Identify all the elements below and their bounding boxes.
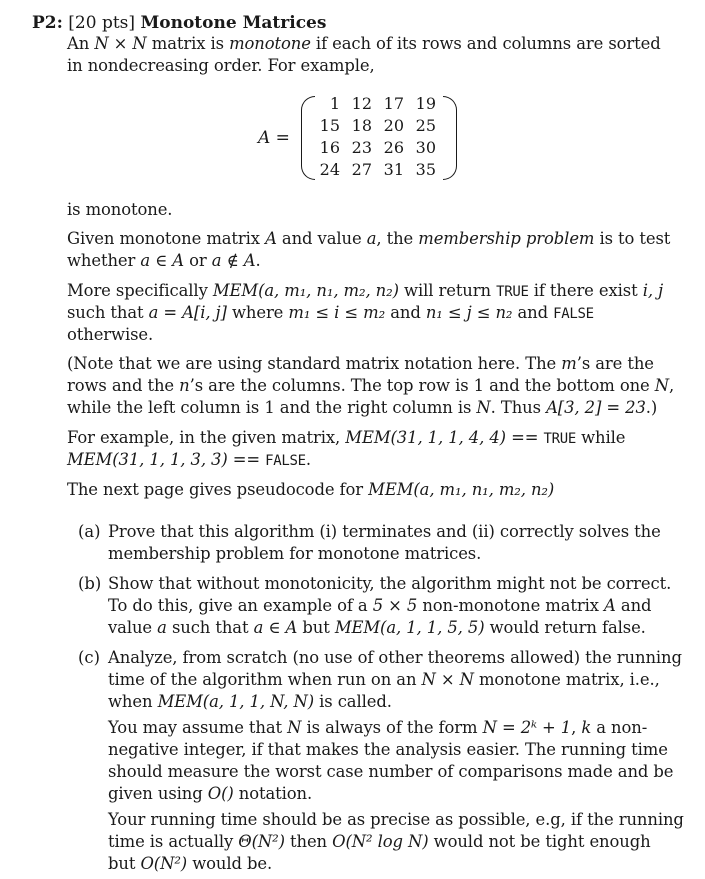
part-c-para2-line-2: negative integer, if that makes the analysis easier. The running time [108,740,668,759]
matrix-cell: 12 [351,94,372,113]
matrix-right-bracket [443,96,457,180]
note-line-2: rows and the n’s are the columns. The top row is 1 and the bottom one N, [67,376,675,395]
problem-topic: Monotone Matrices [140,13,327,33]
note-line-3: while the left column is 1 and the right column is N. Thus A[3, 2] = 23.) [67,398,658,417]
intro-line-2: in nondecreasing order. For example, [67,56,375,75]
problem-number: P2: [32,13,63,33]
example-line-2: MEM(31, 1, 1, 3, 3) == FALSE. [67,450,311,469]
problem-points: [20 pts] [68,13,136,33]
part-c-para3-line-1: Your running time should be as precise as possible, e.g, if the running [108,810,684,829]
monotone-term: monotone [229,34,311,53]
example-line-1: For example, in the given matrix, MEM(31, 1, 1, 4, 4) == TRUE while [67,428,626,447]
part-a-line-1: Prove that this algorithm (i) terminates and (ii) correctly solves the [108,522,661,541]
matrix-cell: 25 [415,116,436,135]
intro-line-1: An N × N matrix is monotone if each of its rows and columns are sorted [67,34,661,53]
matrix-cell: 16 [319,138,340,157]
part-c-para3-line-2: time is actually Θ(N²) then O(N² log N) would not be tight enough [108,832,651,851]
part-c-line-1: Analyze, from scratch (no use of other theorems allowed) the running [108,648,682,667]
matrix-cell: 27 [351,160,372,179]
matrix-cell: 30 [415,138,436,157]
specifics-line-2: such that a = A[i, j] where m₁ ≤ i ≤ m₂ and n₁ ≤ j ≤ n₂ and FALSE [67,303,594,322]
membership-line-1: Given monotone matrix A and value a, the membership problem is to test [67,229,671,248]
matrix-cell: 19 [415,94,436,113]
membership-line-2: whether a ∈ A or a ∉ A. [67,251,261,270]
matrix-after-text: is monotone. [67,200,173,219]
part-c-para2-line-1: You may assume that N is always of the form N = 2ᵏ + 1, k a non- [108,718,648,737]
matrix-cell: 31 [383,160,404,179]
matrix-cell: 17 [383,94,404,113]
matrix-name: A = [258,128,290,148]
matrix-cell: 24 [319,160,340,179]
part-b-line-2: To do this, give an example of a 5 × 5 non-monotone matrix A and [108,596,652,615]
problem-heading [32,12,326,34]
matrix-cell: 26 [383,138,404,157]
part-c-para2-line-3: should measure the worst case number of comparisons made and be [108,762,674,781]
part-c-para2-line-4: given using O() notation. [108,784,313,803]
matrix-cell: 18 [351,116,372,135]
matrix-cell: 20 [383,116,404,135]
part-b-line-3: value a such that a ∈ A but MEM(a, 1, 1, 5, 5) would return false. [108,618,646,637]
specifics-line-1: More specifically MEM(a, m₁, n₁, m₂, n₂) will return TRUE if there exist i, j [67,281,664,300]
part-b-line-1: Show that without monotonicity, the algorithm might not be correct. [108,574,672,593]
matrix-cell: 35 [415,160,436,179]
next-page-line: The next page gives pseudocode for MEM(a, m₁, n₁, m₂, n₂) [67,480,555,499]
part-a-line-2: membership problem for monotone matrices. [108,544,482,563]
part-a-label: (a) [78,522,101,541]
matrix-cell: 1 [329,94,340,113]
matrix-cell: 23 [351,138,372,157]
part-c-para3-line-3: but O(N²) would be. [108,854,273,873]
part-c-line-2: time of the algorithm when run on an N × N monotone matrix, i.e., [108,670,660,689]
part-c-line-3: when MEM(a, 1, 1, N, N) is called. [108,692,392,711]
specifics-line-3: otherwise. [67,325,154,344]
note-line-1: (Note that we are using standard matrix notation here. The m’s are the [67,354,654,373]
matrix-cell: 15 [319,116,340,135]
membership-term: membership problem [418,229,595,248]
part-b-label: (b) [78,574,102,593]
part-c-label: (c) [78,648,100,667]
